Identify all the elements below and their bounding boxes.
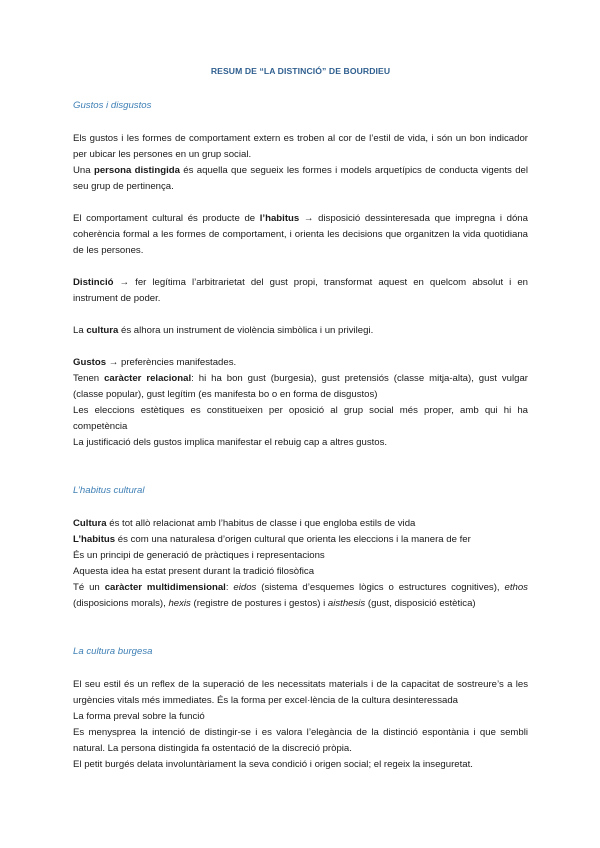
text-run: (disposicions morals), [73,598,169,609]
bold-term: caràcter multidimensional [104,582,226,593]
text-run: → fer legítima l’arbitrarietat del gust propi, transformat aquest en quelcom absolut i en instrument de poder. [73,277,528,304]
body-paragraph [73,757,528,773]
text-run: El petit burgés delata involuntàriament la seva condició i origen social; el regeix la inseguretat. [73,759,473,770]
bold-term: Distinció [73,277,114,288]
text-run: El comportament cultural és producte de [73,213,260,224]
body-paragraph [73,580,528,612]
text-run: (sistema d’esquemes lògics o estructures cognitives), [256,582,505,593]
bold-term: cultura [86,325,119,336]
body-paragraph [73,323,528,339]
text-run: : hi ha bon gust (burgesia), gust pretensiós (classe mitja-alta), gust vulgar (classe popular), gust legítim (es manifesta bo o en forma de disgustos) [73,373,528,400]
bold-term: Cultura [73,518,107,529]
text-run: és aquella que segueix les formes i models arquetípics de conducta vigents del seu grup de pertinença. [73,165,528,192]
body-paragraph [73,548,528,564]
body-paragraph [73,211,528,259]
italic-term: eidos [233,582,257,593]
paragraph-spacer [73,195,528,211]
text-run: és com una naturalesa d’origen cultural que orienta les eleccions i la manera de fer [115,534,471,545]
text-run: La [73,325,87,336]
body-paragraph [73,131,528,163]
text-run: és alhora un instrument de violència simbòlica i un privilegi. [118,325,374,336]
body-paragraph [73,564,528,580]
bold-term: persona distingida [93,165,180,176]
paragraph-spacer [73,339,528,355]
text-run: La justificació dels gustos implica manifestar el rebuig cap a altres gustos. [73,437,388,448]
text-run: El seu estil és un reflex de la superació de les necessitats materials i de la capacitat de sostreure’s a les urgències vitals més immediates. És la forma per excel·lència de la cultura desinteressada [73,679,528,706]
body-paragraph [73,677,528,709]
paragraph-spacer [73,259,528,275]
text-run: La forma preval sobre la funció [73,711,205,722]
text-run: : [225,582,234,593]
bold-term: caràcter relacional [104,373,192,384]
text-run: → disposició dessinteresada que impregna i dóna coherència formal a les formes de comportament, i orienta les decisions que organitzen la vida quotidiana de les persones. [73,213,528,256]
text-run: Les eleccions estètiques es constitueixen per oposició al grup social més proper, amb qui hi ha competència [73,405,528,432]
body-paragraph [73,516,528,532]
body-paragraph [73,532,528,548]
bold-term: l’habitus [259,213,300,224]
body-paragraph [73,371,528,403]
document-body [73,100,528,773]
section-heading: L’habitus cultural [73,485,145,496]
section-spacer [73,451,528,485]
text-run: Es menysprea la intenció de distingir-se i es valora l’elegància de la distinció espontània i que sembli natural. La persona distingida fa ostentació de la discreció pròpia. [73,727,528,754]
text-run: (gust, disposició estètica) [365,598,476,609]
italic-term: aisthesis [327,598,366,609]
text-run: Una [73,165,94,176]
text-run: (registre de postures i gestos) i [190,598,328,609]
body-paragraph [73,709,528,725]
text-run: → preferències manifestades. [106,357,237,368]
section-spacer [73,612,528,646]
section-heading: Gustos i disgustos [73,100,152,111]
body-paragraph [73,163,528,195]
body-paragraph [73,403,528,435]
italic-term: ethos [504,582,528,593]
body-paragraph [73,725,528,757]
text-run: Tenen [73,373,105,384]
document-page [73,66,528,773]
text-run: Té un [73,582,105,593]
paragraph-spacer [73,307,528,323]
section-heading: La cultura burgesa [73,646,153,657]
body-paragraph [73,435,528,451]
document-title: RESUM DE “LA DISTINCIÓ” DE BOURDIEU [210,66,391,76]
text-run: És un principi de generació de pràctiques i representacions [73,550,325,561]
text-run: és tot allò relacionat amb l’habitus de classe i que engloba estils de vida [106,518,416,529]
bold-term: Gustos [73,357,107,368]
text-run: Els gustos i les formes de comportament extern es troben al cor de l’estil de vida, i són un bon indicador per ubicar les persones en un grup social. [73,133,528,160]
bold-term: L’habitus [73,534,116,545]
text-run: Aquesta idea ha estat present durant la tradició filosòfica [73,566,315,577]
body-paragraph [73,355,528,371]
italic-term: hexis [168,598,191,609]
body-paragraph [73,275,528,307]
